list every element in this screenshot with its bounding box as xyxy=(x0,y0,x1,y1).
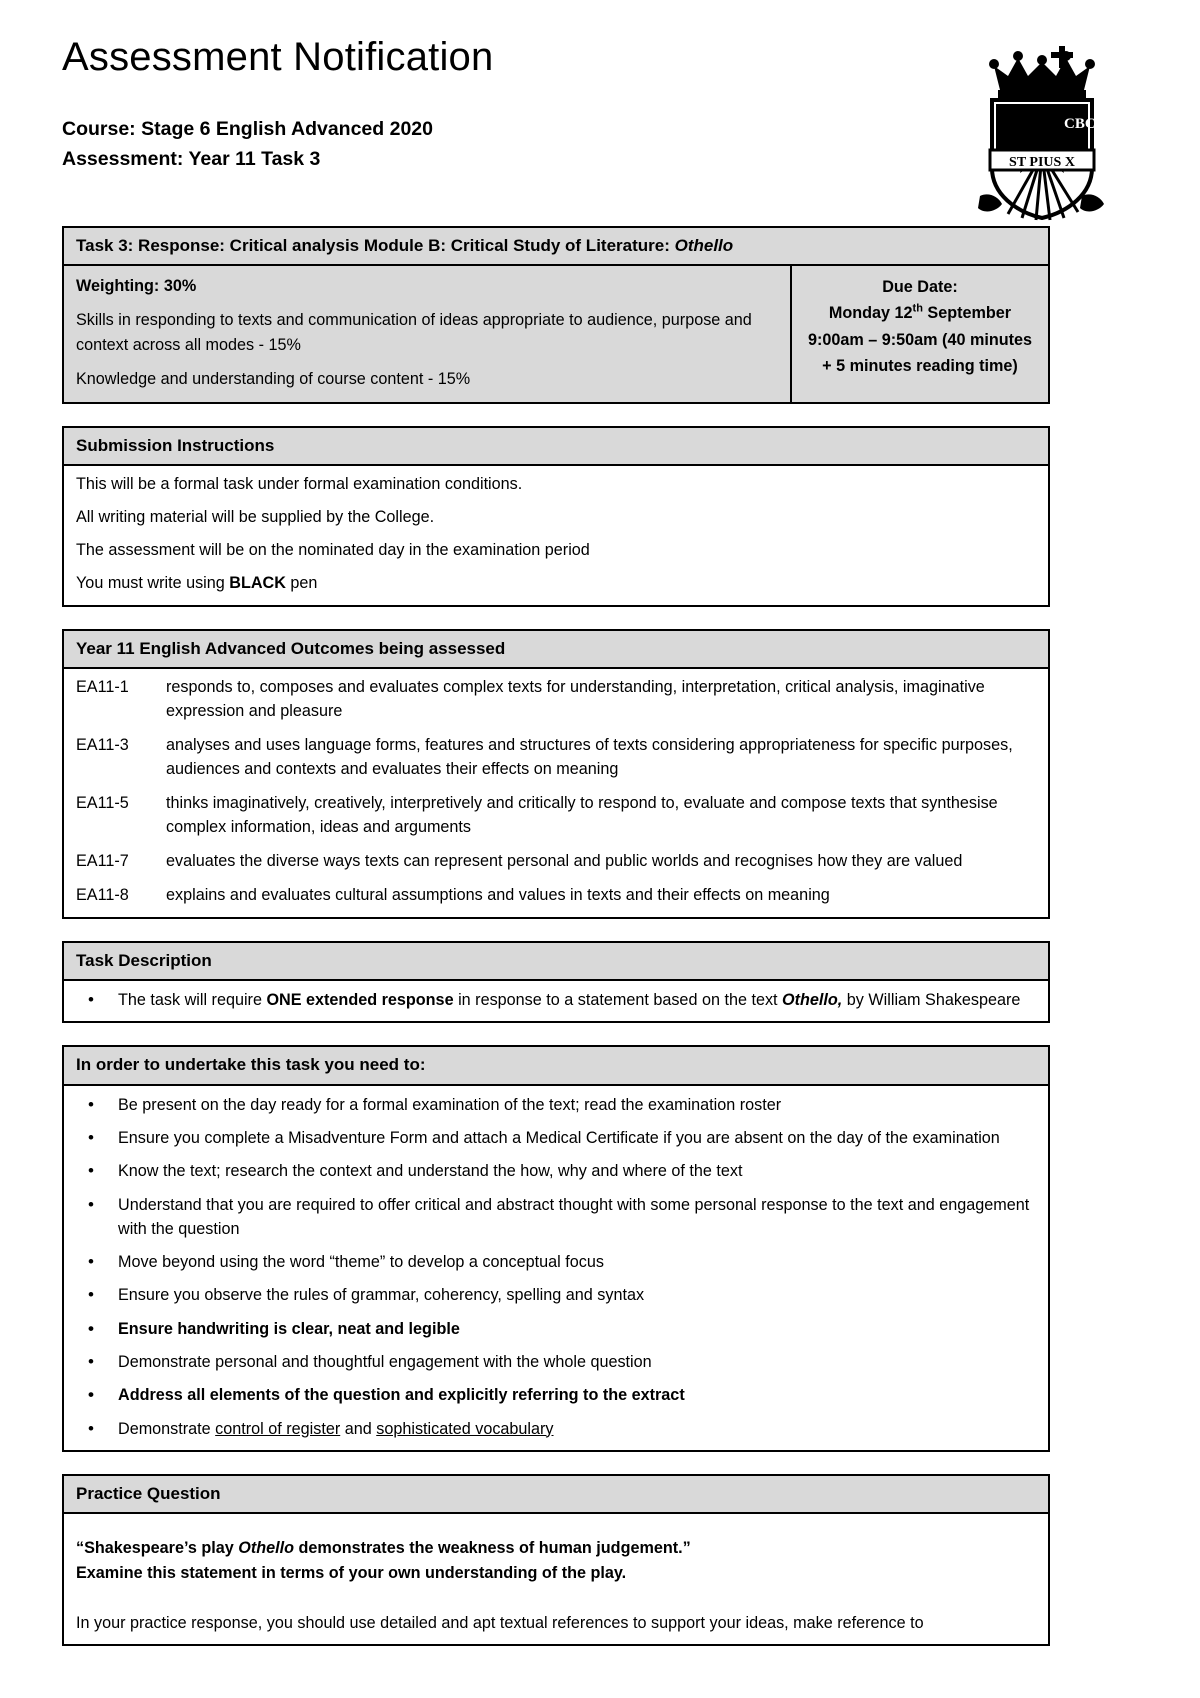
task-description-list xyxy=(76,988,1036,1012)
requirements-body xyxy=(64,1086,1048,1450)
practice-question-body xyxy=(64,1514,1048,1644)
criterion-1: Skills in responding to texts and communication of ideas appropriate to audience, purpose and context across all modes - 15% xyxy=(76,311,752,355)
submission-line-4 xyxy=(76,572,1036,596)
outcome-row xyxy=(76,884,1036,908)
req-last-middle: and xyxy=(340,1419,377,1438)
td-bold-1: ONE extended response xyxy=(266,991,454,1010)
req-last-underline-1: control of register xyxy=(215,1419,341,1438)
submission-instructions-block xyxy=(62,426,1050,607)
crest-banner-text: ST PIUS X xyxy=(1009,155,1075,170)
outcome-code: EA11-5 xyxy=(76,793,129,812)
due-time-line-1: 9:00am – 9:50am (40 minutes xyxy=(807,330,1033,349)
black-pen-prefix: You must write using xyxy=(76,573,230,592)
course-line: Course: Stage 6 English Advanced 2020 xyxy=(62,118,433,140)
page-title: Assessment Notification xyxy=(62,35,494,79)
due-date-label: Due Date: xyxy=(882,278,958,297)
task-description-heading: Task Description xyxy=(64,943,1048,981)
outcomes-heading: Year 11 English Advanced Outcomes being assessed xyxy=(64,631,1048,669)
list-item: • Ensure you observe the rules of grammar, coherency, spelling and syntax xyxy=(76,1283,1036,1307)
due-date-day: Monday 12 xyxy=(828,304,913,323)
req-last-underline-2: sophisticated vocabulary xyxy=(376,1419,554,1438)
task-weighting-block xyxy=(62,226,1050,404)
list-item: • Be present on the day ready for a formal examination of the text; read the examination roster xyxy=(76,1093,1036,1117)
due-date-month: September xyxy=(922,304,1012,323)
list-item: • Address all elements of the question and explicitly referring to the extract xyxy=(76,1383,1036,1407)
list-item: • Understand that you are required to offer critical and abstract thought with some personal response to the text and engagement with the question xyxy=(76,1193,1036,1242)
submission-line-1: This will be a formal task under formal examination conditions. xyxy=(76,474,523,493)
spacer xyxy=(76,1585,1036,1611)
outcome-text: explains and evaluates cultural assumptions and values in texts and their effects on meaning xyxy=(166,885,830,904)
list-item xyxy=(76,1417,1036,1441)
requirements-block xyxy=(62,1045,1050,1452)
task-heading-text-italic: Othello xyxy=(674,236,734,255)
list-item: • Ensure you complete a Misadventure Form and attach a Medical Certificate if you are absent on the day of the examination xyxy=(76,1126,1036,1150)
weighting-label: Weighting: 30% xyxy=(76,277,197,296)
outcome-text: responds to, composes and evaluates complex texts for understanding, interpretation, critical analysis, imaginative expression and pleasure xyxy=(166,678,985,721)
due-date-value xyxy=(804,300,1036,326)
td-part-3: by William Shakespeare xyxy=(842,991,1021,1010)
task-weighting-row xyxy=(64,266,1048,401)
outcome-text: thinks imaginatively, creatively, interpretively and critically to respond to, evaluate and compose texts that synthesise complex information, ideas and arguments xyxy=(166,793,998,836)
submission-heading: Submission Instructions xyxy=(64,428,1048,466)
outcome-code: EA11-8 xyxy=(76,885,129,904)
outcome-code: EA11-3 xyxy=(76,736,129,754)
task-block-heading xyxy=(64,228,1048,266)
td-italic-1: Othello, xyxy=(782,991,843,1010)
list-item xyxy=(76,988,1036,1012)
due-time-line-2: + 5 minutes reading time) xyxy=(822,356,1018,375)
outcome-code: EA11-7 xyxy=(76,851,129,870)
course-details xyxy=(62,114,1050,174)
list-item: • Ensure handwriting is clear, neat and legible xyxy=(76,1317,1036,1341)
submission-line-2: All writing material will be supplied by the College. xyxy=(76,507,435,526)
td-part-2: in response to a statement based on the text xyxy=(453,991,783,1010)
due-date-cell xyxy=(792,266,1048,401)
outcome-row xyxy=(76,734,1036,782)
practice-question-instruction: Examine this statement in terms of your own understanding of the play. xyxy=(76,1563,627,1582)
practice-question-paragraph: In your practice response, you should use detailed and apt textual references to support your ideas, make reference to xyxy=(76,1614,924,1633)
outcome-code: EA11-1 xyxy=(76,678,129,697)
practice-question-statement xyxy=(76,1536,1036,1561)
outcome-text: analyses and uses language forms, features and structures of texts considering appropriateness for specific purposes, audiences and contexts and evaluates their effects on meaning xyxy=(166,736,1013,778)
practice-question-heading: Practice Question xyxy=(64,1476,1048,1514)
outcomes-body xyxy=(64,669,1048,917)
outcomes-block xyxy=(62,629,1050,919)
outcome-row xyxy=(76,792,1036,840)
pq-quote-open: “Shakespeare’s play xyxy=(76,1539,239,1558)
pq-text-title: Othello xyxy=(238,1539,295,1558)
requirements-heading: In order to undertake this task you need to: xyxy=(64,1047,1048,1085)
school-crest-icon xyxy=(972,46,1112,221)
outcome-row xyxy=(76,850,1036,874)
task-heading-text: Task 3: Response: Critical analysis Module B: Critical Study of Literature: xyxy=(76,236,675,255)
assessment-line: Assessment: Year 11 Task 3 xyxy=(62,148,321,171)
task-description-body xyxy=(64,981,1048,1021)
practice-question-block xyxy=(62,1474,1050,1646)
criterion-2: Knowledge and understanding of course content - 15% xyxy=(76,369,471,388)
list-item: • Demonstrate personal and thoughtful engagement with the whole question xyxy=(76,1350,1036,1374)
pq-quote-rest: demonstrates the weakness of human judgement.” xyxy=(294,1539,691,1558)
td-part-1: The task will require xyxy=(118,991,267,1010)
req-last-prefix: Demonstrate xyxy=(118,1419,216,1438)
outcome-row xyxy=(76,676,1036,724)
crest-cbc-text: CBC xyxy=(1064,116,1096,132)
requirements-list xyxy=(76,1093,1036,1441)
black-pen-suffix: pen xyxy=(285,573,318,592)
list-item: • Know the text; research the context and understand the how, why and where of the text xyxy=(76,1159,1036,1183)
list-item: • Move beyond using the word “theme” to develop a conceptual focus xyxy=(76,1250,1036,1274)
task-description-block xyxy=(62,941,1050,1024)
submission-line-3: The assessment will be on the nominated day in the examination period xyxy=(76,540,590,559)
due-date-ordinal: th xyxy=(912,303,923,316)
outcome-text: evaluates the diverse ways texts can represent personal and public worlds and recognises how they are valued xyxy=(166,851,963,870)
black-pen-emphasis: BLACK xyxy=(229,573,286,592)
document-header xyxy=(62,35,1096,204)
submission-body xyxy=(64,466,1048,605)
weighting-cell xyxy=(64,266,792,401)
